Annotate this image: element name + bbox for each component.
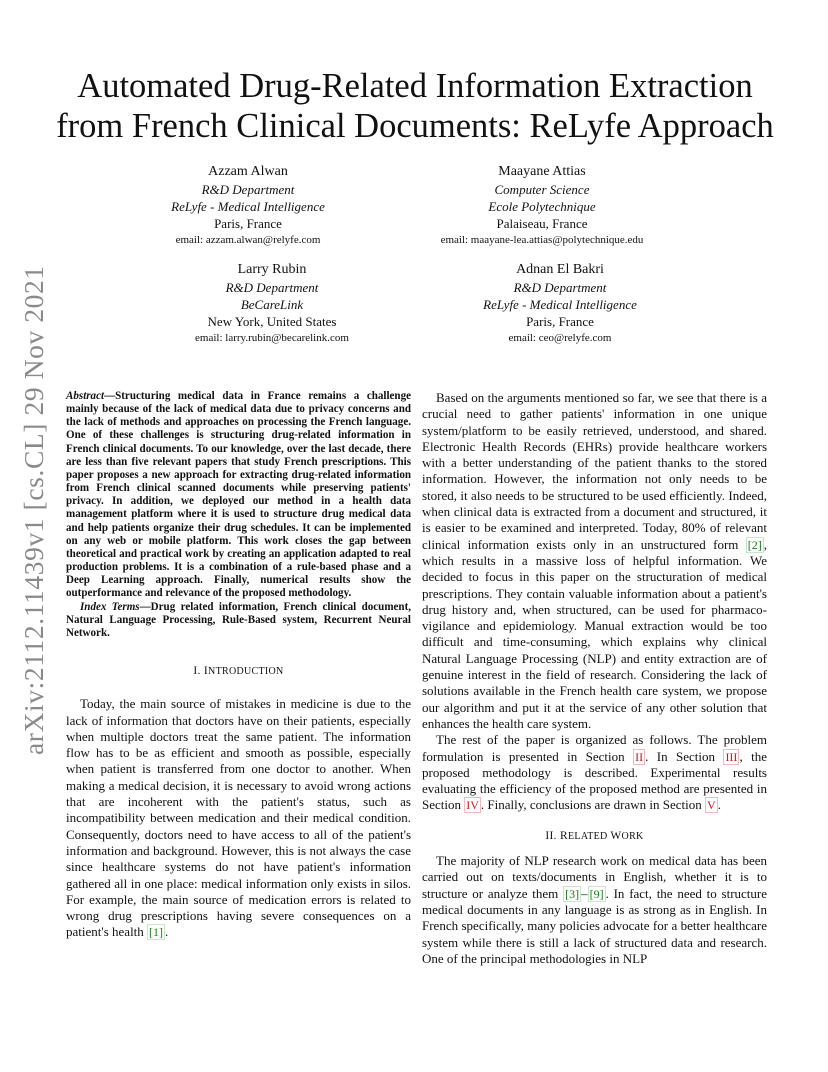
abstract-paragraph	[66, 390, 411, 601]
author-block-3	[122, 261, 422, 347]
abstract-text: —Structuring medical data in France remains a challenge mainly because of the lack of medical data due to privacy concerns and the lack of methods and approaches on processing the French language. One of these challenges is structuring drug-related information in French clinical documents. To our knowledge, over the last decade, there are less than five relevant papers that study French prescriptions. This paper proposes a new approach for extracting drug-related information from French clinical scanned documents while preserving patients' privacy. In addition, we deployed our method in a health data management platform where it is used to structure drug medical data and help patients organize their drug schedules. It can be implemented on any web or mobile platform. This work closes the gap between theoretical and practical work by creating an application adapted to real production problems. It is a combination of a rule-based phase and a Deep Learning approach. Finally, numerical results show the outperformance and relevance of the proposed methodology.	[66, 390, 411, 600]
index-terms-lead: Index Terms	[80, 600, 140, 613]
section-link[interactable]: II	[635, 749, 644, 764]
arxiv-identifier: arXiv:2112.11439v1 [cs.CL] 29 Nov 2021	[18, 265, 49, 755]
author-location: Palaiseau, France	[496, 216, 588, 231]
author-location: New York, United States	[207, 314, 337, 329]
author-name: Azzam Alwan	[208, 164, 288, 179]
section-link[interactable]: IV	[466, 798, 479, 813]
author-department: R&D Department	[201, 182, 295, 197]
section-link[interactable]: III	[725, 749, 738, 764]
author-name: Adnan El Bakri	[516, 262, 604, 277]
author-organization: ReLyfe - Medical Intelligence	[483, 297, 637, 312]
paper-title	[40, 66, 790, 146]
author-name: Larry Rubin	[237, 262, 307, 277]
left-column	[66, 390, 411, 941]
author-block-2	[392, 163, 692, 249]
body-paragraph: Based on the arguments mentioned so far, we see that there is a crucial need to gather patients' information in one unique system/platform to be easily retrieved, understood, and shared. Electronic Health Records (EHRs) provide healthcare workers with a better understanding of the patient thanks to the stored information. However, the information not only needs to be stored, it also needs to be structured to be used efficiently. Indeed, when clinical data is extracted from a document and structured, it is easier to be examined and interpreted. Today, 80% of relevant clinical information exists only in an unstructured form [2] , which results in a massive loss of helpful information. We decided to focus in this paper on the structuration of medical prescriptions. They contain valuable information about a patient's drug history and, when structured, can be used for pharmaco-vigilance and epidemiology. Manual extraction would be too difficult and time-consuming, which explains why clinical Natural Language Processing (NLP) and entity extraction are of genuine interest in the field of research. Considering the lack of solutions available in the French health care system, we propose our algorithm and put it at the service of any other solution that enhances the health care system.	[422, 390, 767, 731]
abstract	[66, 390, 411, 640]
index-terms	[66, 601, 411, 640]
citation-link[interactable]: [3]	[565, 886, 580, 901]
author-email: email: ceo@relyfe.com	[508, 332, 612, 344]
author-organization: ReLyfe - Medical Intelligence	[171, 199, 325, 214]
related-work-paragraph: The majority of NLP research work on medical data has been carried out on texts/documents in English, whether it is to structure or analyze them [3] – [9] . In fact, the need to structure medical documents in any language is as strong as in English. In French specifically, many policies advocate for a better healthcare system while there is still a lack of structured data and research. One of the principal methodologies in NLP	[422, 853, 768, 966]
author-email: email: azzam.alwan@relyfe.com	[175, 234, 321, 246]
author-organization: Ecole Polytechnique	[488, 199, 596, 214]
author-department: R&D Department	[513, 280, 607, 295]
title-line-1: Automated Drug-Related Information Extraction	[77, 67, 753, 105]
section-heading-introduction: I. INTRODUCTION	[193, 664, 284, 677]
author-email: email: larry.rubin@becarelink.com	[195, 332, 349, 344]
title-line-2: from French Clinical Documents: ReLyfe Approach	[56, 107, 774, 145]
intro-paragraph: Today, the main source of mistakes in medicine is due to the lack of information that doctors have on their patients, especially when multiple doctors treat the same patient. The information flow has to be as efficient and smooth as possible, especially when patient is transferred from one doctor to another. When making a medical decision, it is necessary to avoid wrong actions that are incoherent with the patient's status, such as incompatibility between medication and their medical condition. Consequently, doctors need to have access to all of the patient's information and background. However, this is not always the case since healthcare systems do not have patient's information gathered all in one place: medical information only exists in silos. For example, the main source of medication errors is related to wrong drug prescriptions having severe consequences on a patient's health [1] .	[66, 696, 411, 940]
index-terms-text: —Drug related information, French clinical document, Natural Language Processing, Rule-Based system, Recurrent Neural Network.	[66, 600, 412, 639]
abstract-lead: Abstract	[66, 390, 105, 402]
organization-paragraph: The rest of the paper is organized as follows. The problem formulation is presented in Section II . In Section III , the proposed methodology is described. Experimental results evaluating the efficiency of the proposed method are presented in Section IV . Finally, conclusions are drawn in Section V .	[422, 732, 767, 813]
author-department: Computer Science	[494, 182, 590, 197]
author-location: Paris, France	[214, 216, 282, 231]
author-name: Maayane Attias	[498, 164, 586, 179]
citation-link[interactable]: [2]	[747, 537, 762, 552]
author-email: email: maayane-lea.attias@polytechnique.edu	[440, 234, 644, 246]
section-link[interactable]: V	[707, 798, 716, 813]
citation-link[interactable]: [9]	[589, 886, 604, 901]
citation-link[interactable]: [1]	[149, 925, 164, 940]
right-column	[422, 390, 767, 967]
author-location: Paris, France	[526, 314, 594, 329]
section-heading-related-work: II. RELATED WORK	[545, 829, 644, 842]
author-organization: BeCareLink	[240, 297, 304, 312]
author-block-4	[410, 261, 710, 347]
author-block-1	[98, 163, 398, 249]
author-department: R&D Department	[225, 280, 319, 295]
